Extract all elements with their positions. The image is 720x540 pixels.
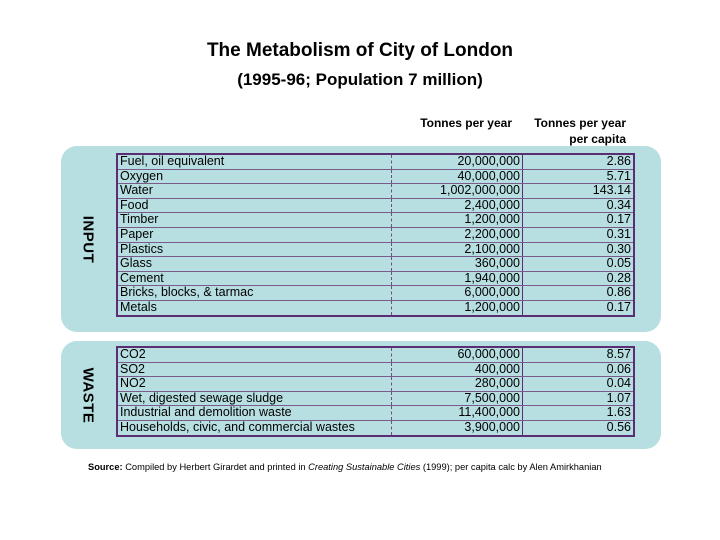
tonnes-per-year-cell: 1,002,000,000 (392, 184, 523, 199)
table-row (117, 420, 634, 435)
table-row (117, 227, 634, 242)
source-text-before: Compiled by Herbert Girardet and printed in (122, 462, 309, 472)
tonnes-per-year-cell: 60,000,000 (392, 347, 523, 362)
material-cell: Households, civic, and commercial wastes (117, 420, 392, 435)
tonnes-per-year-cell: 11,400,000 (392, 406, 523, 421)
table-row (117, 362, 634, 377)
table-row (117, 391, 634, 406)
source-note (88, 462, 602, 472)
per-capita-cell: 0.17 (606, 299, 631, 314)
material-cell: Plastics (117, 242, 392, 257)
material-cell: SO2 (117, 362, 392, 377)
tonnes-per-year-cell: 280,000 (392, 377, 523, 392)
material-cell: Water (117, 184, 392, 199)
per-capita-cell: 143.14 (523, 184, 635, 199)
per-capita-cell: 8.57 (523, 347, 635, 362)
table-row (117, 377, 634, 392)
per-capita-cell: 0.56 (606, 419, 631, 434)
tonnes-per-year-cell: 400,000 (392, 362, 523, 377)
tonnes-per-year-cell: 360,000 (392, 257, 523, 272)
per-capita-cell: 0.04 (523, 377, 635, 392)
page-title: The Metabolism of City of London (206, 40, 514, 61)
tonnes-per-year-cell: 2,200,000 (392, 227, 523, 242)
table-row (117, 184, 634, 199)
material-cell: Food (117, 198, 392, 213)
material-cell: Industrial and demolition waste (117, 406, 392, 421)
page-subtitle: (1995-96; Population 7 million) (237, 70, 483, 89)
column-header-per-capita-line2: per capita (569, 132, 626, 146)
material-cell: NO2 (117, 377, 392, 392)
tonnes-per-year-cell: 1,200,000 (392, 213, 523, 228)
material-cell: Oxygen (117, 169, 392, 184)
input-section-label (61, 146, 115, 332)
material-cell: Fuel, oil equivalent (117, 154, 392, 169)
per-capita-cell: 0.30 (523, 242, 635, 257)
table-row (117, 406, 634, 421)
table-row (117, 257, 634, 272)
per-capita-cell: 0.31 (523, 227, 635, 242)
tonnes-per-year-cell: 40,000,000 (392, 169, 523, 184)
tonnes-per-year-cell: 1,940,000 (392, 271, 523, 286)
tonnes-per-year-cell: 2,400,000 (392, 198, 523, 213)
column-header-per-capita-line1: Tonnes per year (534, 116, 626, 130)
waste-label-text: WASTE (79, 367, 97, 423)
waste-table (116, 346, 635, 437)
input-label-text: INPUT (79, 215, 97, 263)
column-header-per-year (390, 115, 512, 131)
material-cell: Paper (117, 227, 392, 242)
material-cell: Timber (117, 213, 392, 228)
table-row (117, 300, 634, 315)
table-row (117, 198, 634, 213)
source-text-after: (1999); per capita calc by Alen Amirkhanian (420, 462, 602, 472)
material-cell: CO2 (117, 347, 392, 362)
table-row (117, 347, 634, 362)
waste-section-label (61, 341, 115, 449)
material-cell: Cement (117, 271, 392, 286)
material-cell: Metals (117, 300, 392, 315)
per-capita-cell: 1.63 (523, 406, 635, 421)
table-row (117, 213, 634, 228)
table-row (117, 169, 634, 184)
per-capita-cell: 0.17 (523, 213, 635, 228)
per-capita-cell: 5.71 (523, 169, 635, 184)
table-row (117, 242, 634, 257)
tonnes-per-year-cell: 3,900,000 (392, 420, 523, 435)
tonnes-per-year-cell: 1,200,000 (392, 300, 523, 315)
table-row (117, 154, 634, 169)
per-capita-cell: 0.86 (523, 286, 635, 301)
per-capita-cell: 2.86 (523, 154, 635, 169)
source-book-title: Creating Sustainable Cities (308, 462, 421, 472)
tonnes-per-year-cell: 20,000,000 (392, 154, 523, 169)
per-capita-cell: 1.07 (523, 391, 635, 406)
material-cell: Wet, digested sewage sludge (117, 391, 392, 406)
material-cell: Glass (117, 257, 392, 272)
tonnes-per-year-cell: 6,000,000 (392, 286, 523, 301)
per-capita-cell: 0.05 (523, 257, 635, 272)
tonnes-per-year-cell: 7,500,000 (392, 391, 523, 406)
per-capita-cell: 0.34 (523, 198, 635, 213)
table-row (117, 286, 634, 301)
table-row (117, 271, 634, 286)
column-header-per-capita (516, 115, 626, 147)
per-capita-cell: 0.28 (523, 271, 635, 286)
column-header-per-year-label: Tonnes per year (420, 116, 512, 130)
material-cell: Bricks, blocks, & tarmac (117, 286, 392, 301)
input-table (116, 153, 635, 317)
source-label: Source: (88, 462, 123, 472)
tonnes-per-year-cell: 2,100,000 (392, 242, 523, 257)
per-capita-cell: 0.06 (523, 362, 635, 377)
